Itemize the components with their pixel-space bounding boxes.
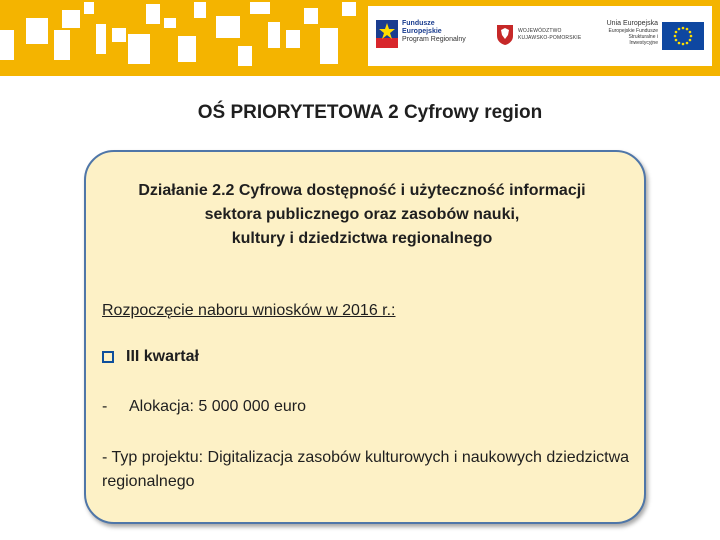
action-title-line: Działanie 2.2 Cyfrowa dostępność i użyteczność informacji (138, 182, 586, 199)
checkbox-bullet-icon (102, 351, 114, 363)
logo-strip (368, 6, 712, 66)
ue-title: Unia Europejska (606, 20, 658, 27)
action-title-line: kultury i dziedzictwa regionalnego (231, 230, 493, 247)
project-type: - Typ projektu: Digitalizacja zasobów kulturowych i naukowych dziedzictwa regionalnego (102, 449, 630, 490)
recruitment-start: Rozpoczęcie naboru wniosków w 2016 r.: (102, 302, 396, 319)
banner-block (112, 28, 126, 42)
banner-block (0, 30, 14, 60)
wojewodztwo-line2: KUJAWSKO-POMORSKIE (518, 35, 582, 41)
header-banner (0, 0, 720, 76)
fundusze-subtitle: Program Regionalny (402, 36, 466, 43)
banner-block (178, 36, 196, 62)
action-title (102, 179, 622, 251)
banner-block (304, 8, 318, 24)
fundusze-europejskie-logo (376, 16, 476, 56)
banner-block (164, 18, 176, 28)
dash-bullet: - (102, 398, 108, 415)
banner-block (128, 34, 150, 64)
allocation-line (102, 398, 306, 416)
banner-block (62, 10, 80, 28)
action-title-line: sektora publicznego oraz zasobów nauki, (204, 206, 520, 223)
unia-europejska-logo (602, 16, 708, 56)
fundusze-star-icon (376, 20, 398, 48)
banner-block (146, 4, 160, 24)
banner-block (84, 2, 94, 14)
quarter-bullet (102, 348, 199, 366)
banner-block (286, 30, 300, 48)
fundusze-title: Fundusze Europejskie (402, 20, 442, 35)
banner-block (342, 2, 356, 16)
wojewodztwo-line1: WOJEWÓDZTWO (518, 28, 562, 34)
banner-block (194, 2, 206, 18)
banner-block (26, 18, 48, 44)
banner-block (320, 28, 338, 64)
page-title: OŚ PRIORYTETOWA 2 Cyfrowy region (197, 102, 543, 123)
info-card (84, 150, 646, 524)
banner-block (268, 22, 280, 48)
wojewodztwo-logo (496, 20, 586, 52)
banner-block (250, 2, 270, 14)
ue-subtitle2: Strukturalne i Inwestycyjne (628, 34, 658, 46)
banner-block (238, 46, 252, 66)
banner-block (96, 24, 106, 54)
banner-block (216, 16, 240, 38)
quarter-text: III kwartał (126, 348, 199, 365)
coat-of-arms-icon (496, 24, 514, 46)
banner-block (54, 30, 70, 60)
eu-flag-icon (662, 22, 704, 50)
ue-subtitle1: Europejskie Fundusze (608, 28, 658, 34)
allocation-text: Alokacja: 5 000 000 euro (129, 398, 307, 415)
